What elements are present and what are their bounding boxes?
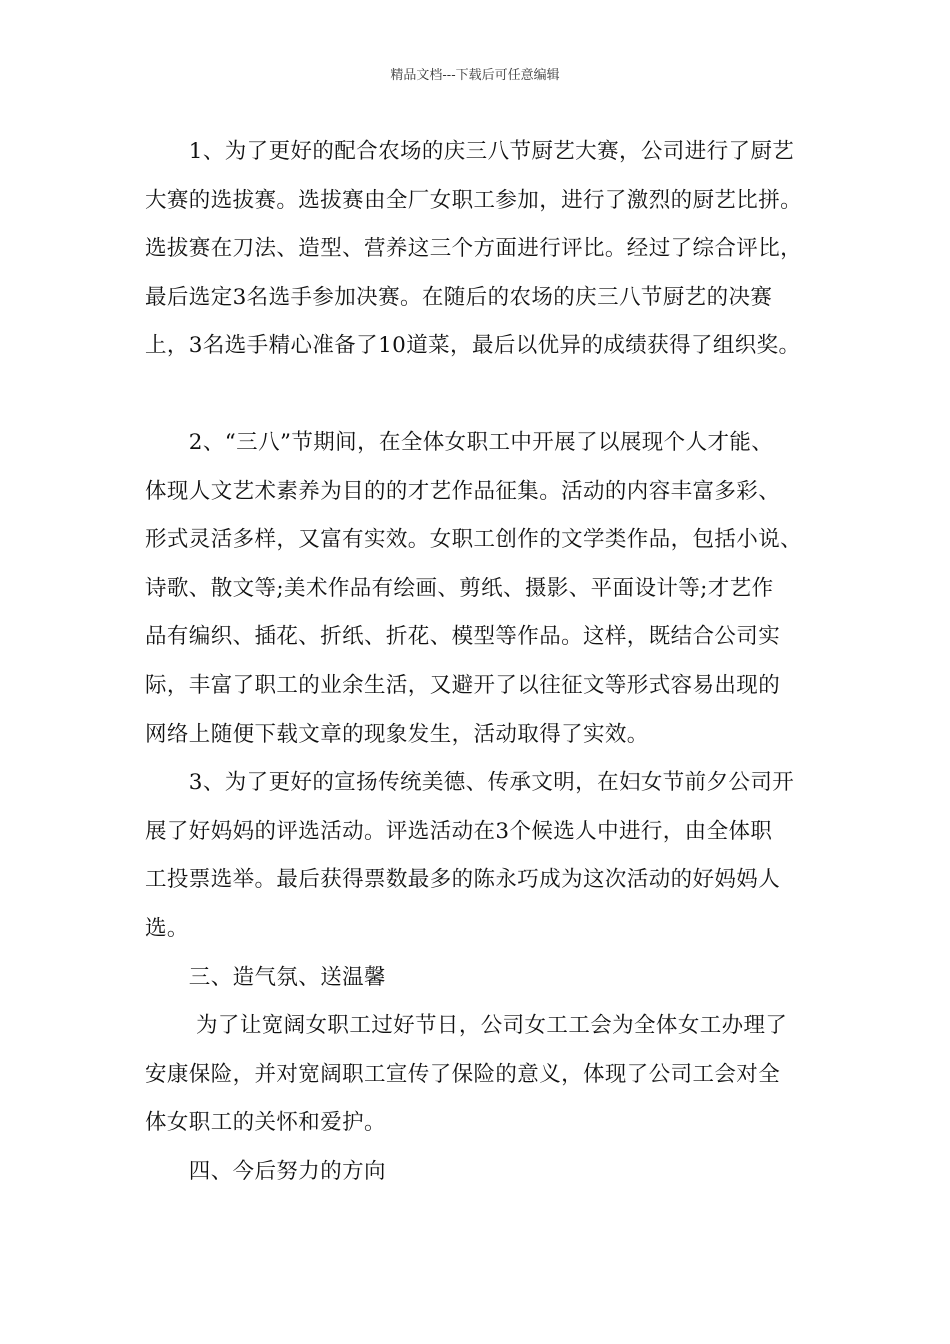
paragraph-4 (145, 1002, 825, 1148)
text-line: 诗歌、散文等;美术作品有绘画、剪纸、摄影、平面设计等;才艺作 (145, 575, 774, 601)
paragraph-2 (145, 419, 825, 759)
text-line: 3、为了更好的宣扬传统美德、传承文明，在妇女节前夕公司开 (145, 770, 795, 796)
text-line: 网络上随便下载文章的现象发生，活动取得了实效。 (145, 721, 649, 747)
text-line: 形式灵活多样，又富有实效。女职工创作的文学类作品，包括小说、 (145, 527, 803, 553)
document-body (145, 128, 825, 1196)
text-line: 际，丰富了职工的业余生活，又避开了以往征文等形式容易出现的 (145, 672, 781, 698)
text-line: 四、今后努力的方向 (145, 1158, 386, 1184)
text-line: 为了让宽阔女职工过好节日，公司女工工会为全体女工办理了 (145, 1013, 788, 1039)
text-line: 体现人文艺术素养为目的的才艺作品征集。活动的内容丰富多彩、 (145, 478, 781, 504)
paragraph-1 (145, 128, 825, 371)
text-line: 选拔赛在刀法、造型、营养这三个方面进行评比。经过了综合评比， (145, 236, 803, 262)
paragraph-3 (145, 759, 825, 953)
section-heading-3 (145, 954, 825, 1003)
text-line: 上，3名选手精心准备了10道菜，最后以优异的成绩获得了组织奖。 (145, 333, 801, 359)
text-line: 1、为了更好的配合农场的庆三八节厨艺大赛，公司进行了厨艺 (145, 139, 795, 164)
text-line: 展了好妈妈的评选活动。评选活动在3个候选人中进行，由全体职 (145, 818, 773, 844)
text-line: 选。 (145, 915, 189, 941)
text-line: 三、造气氛、送温馨 (145, 964, 386, 990)
page-header: 精品文档---下载后可任意编辑 (390, 68, 560, 83)
text-line: 品有编织、插花、折纸、折花、模型等作品。这样，既结合公司实 (145, 624, 781, 650)
text-line: 2、“三八”节期间，在全体女职工中开展了以展现个人才能、 (145, 429, 774, 455)
section-heading-4 (145, 1148, 825, 1197)
text-line: 体女职工的关怀和爱护。 (145, 1110, 386, 1136)
paragraph-gap (145, 371, 825, 419)
text-line: 工投票选举。最后获得票数最多的陈永巧成为这次活动的好妈妈人 (145, 867, 781, 893)
text-line: 最后选定3名选手参加决赛。在随后的农场的庆三八节厨艺的决赛 (145, 284, 773, 310)
text-line: 大赛的选拔赛。选拔赛由全厂女职工参加，进行了激烈的厨艺比拼。 (145, 187, 803, 213)
text-line: 安康保险，并对宽阔职工宣传了保险的意义，体现了公司工会对全 (145, 1061, 781, 1087)
